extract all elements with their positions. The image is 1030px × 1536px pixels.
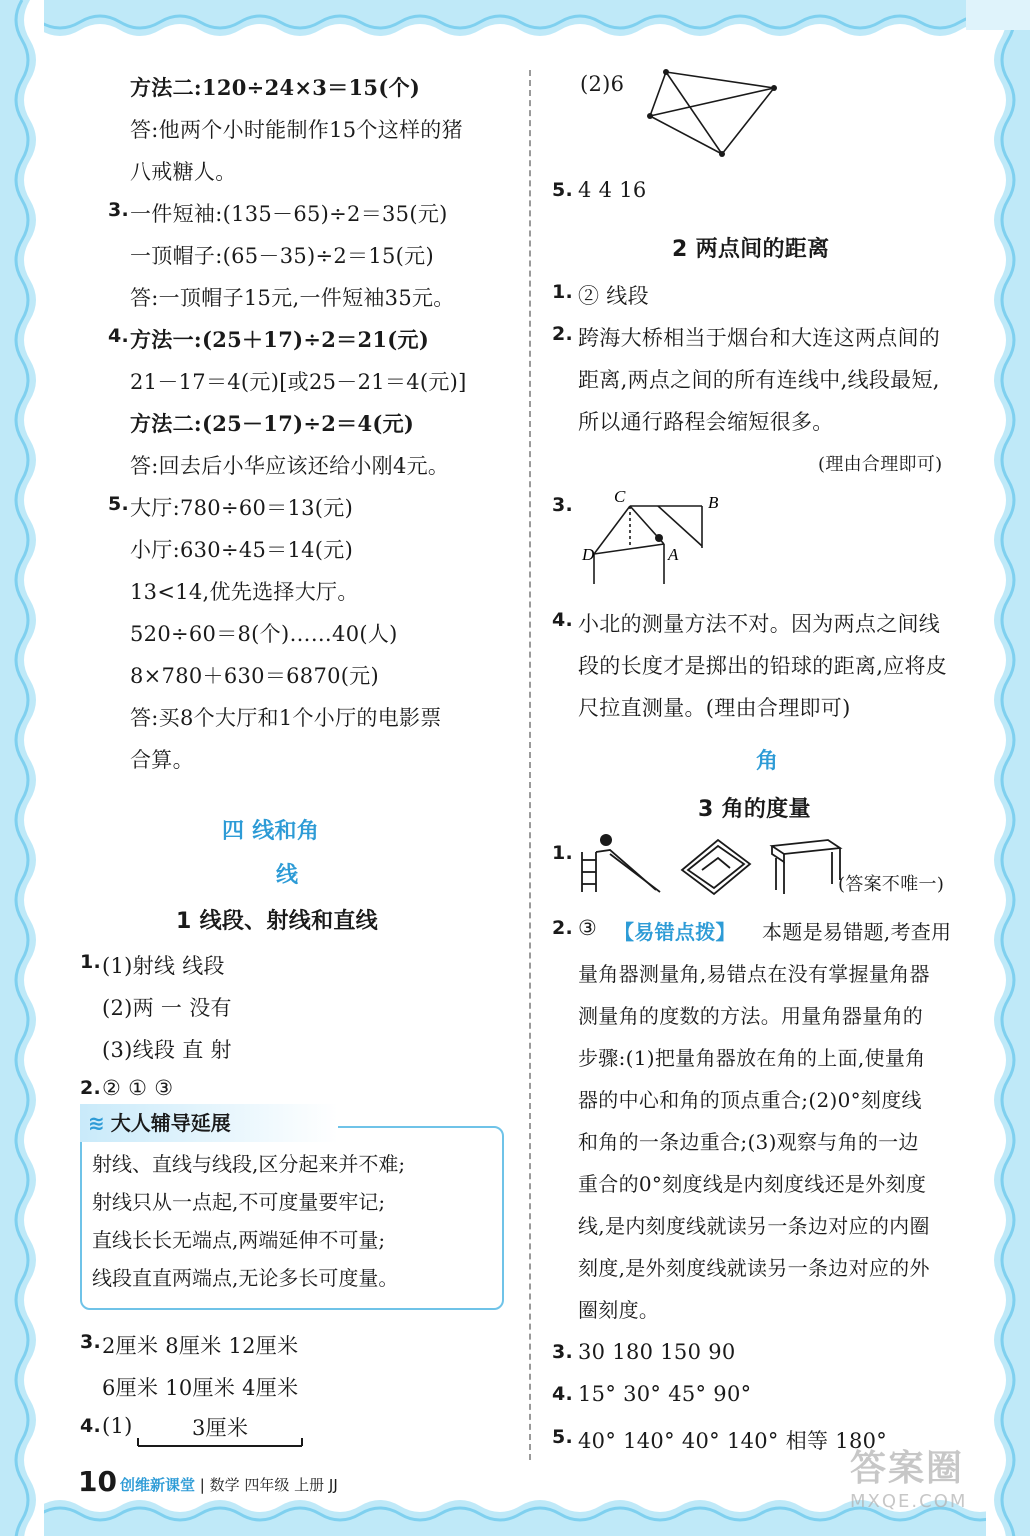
answer-line: ③ — [578, 916, 598, 940]
tip-title — [80, 1104, 338, 1142]
note-text: (答案不唯一) — [838, 874, 945, 895]
explain-line: 步骤:(1)把量角器放在角的上面,使量角 — [578, 1046, 926, 1070]
question-number: 1. — [552, 281, 574, 303]
answer-line: 8×780＋630＝6870(元) — [130, 664, 380, 688]
label-a: A — [668, 545, 679, 564]
page-number: 10 — [78, 1465, 117, 1498]
explain-line: 线,是内刻度线就读另一条边对应的内圈 — [578, 1214, 930, 1238]
answer-line: 2厘米 8厘米 12厘米 — [102, 1334, 299, 1358]
watermark-logo — [850, 1440, 1000, 1510]
section-title: 2 两点间的距离 — [672, 237, 830, 262]
answer-line: (3)线段 直 射 — [102, 1038, 232, 1062]
answer-line: 520÷60＝8(个)……40(人) — [130, 622, 398, 646]
right-wave-border — [986, 0, 1030, 1536]
explain-line: 刻度,是外刻度线就读另一条边对应的外 — [578, 1256, 930, 1280]
question-number: 3. — [80, 1331, 102, 1353]
note-text: (理由合理即可) — [818, 454, 943, 475]
tip-line: 射线、直线与线段,区分起来并不难; — [92, 1152, 406, 1176]
question-number: 3. — [552, 1341, 574, 1363]
answer-line: 一顶帽子:(65－35)÷2＝15(元) — [130, 244, 434, 268]
question-number: 4. — [108, 325, 130, 347]
tip-line: 线段直直两端点,无论多长可度量。 — [92, 1266, 399, 1290]
explain-line: 和角的一条边重合;(3)观察与角的一边 — [578, 1130, 919, 1154]
question-number: 2. — [80, 1077, 102, 1099]
answer-line: 4 4 16 — [578, 178, 647, 202]
answer-line: 答:他两个小时能制作15个这样的猪 — [130, 118, 463, 142]
question-number: 5. — [552, 179, 574, 201]
question-number: 2. — [552, 323, 574, 345]
answer-line: 八戒糖人。 — [130, 160, 237, 184]
left-wave-border — [0, 0, 44, 1536]
answer-line: 小厅:630÷45＝14(元) — [130, 538, 354, 562]
question-number: 3. — [552, 494, 574, 516]
answer-line: (1)射线 线段 — [102, 954, 225, 978]
protractor-set-picture — [678, 836, 754, 896]
answer-line: (2)6 — [580, 72, 625, 96]
answer-line: 方法一:(25＋17)÷2＝21(元) — [130, 327, 430, 352]
question-number: 2. — [552, 917, 574, 939]
tip-tag: 【易错点拨】 — [614, 920, 736, 944]
explain-line: 器的中心和角的顶点重合;(2)0°刻度线 — [578, 1088, 922, 1112]
watermark-url: MXQE.COM — [850, 1491, 968, 1512]
explain-line: 圈刻度。 — [578, 1298, 660, 1322]
question-number: 5. — [552, 1426, 574, 1448]
column-divider — [529, 70, 531, 1460]
tip-line: 直线长长无端点,两端延伸不可量; — [92, 1228, 386, 1252]
explain-line: 量角器测量角,易错点在没有掌握量角器 — [578, 962, 930, 986]
answer-line: 21－17＝4(元)[或25－21＝4(元)] — [130, 370, 467, 394]
answer-line: 大厅:780÷60＝13(元) — [130, 496, 354, 520]
question-number: 4. — [80, 1415, 102, 1437]
question-number: 1. — [552, 842, 574, 864]
answer-line: (2)两 一 没有 — [102, 996, 232, 1020]
explain-line: 重合的0°刻度线是内刻度线还是外刻度 — [578, 1172, 927, 1196]
answer-line: 方法二:120÷24×3＝15(个) — [130, 75, 421, 100]
answer-line: 一件短袖:(135－65)÷2＝35(元) — [130, 202, 448, 226]
bridge-figure — [582, 487, 772, 588]
watermark-main: 答案圈 — [850, 1448, 965, 1489]
footer-meta: | 数学 四年级 上册 JJ — [199, 1476, 338, 1494]
answer-line: 段的长度才是掷出的铅球的距离,应将皮 — [578, 654, 948, 678]
answer-line: 30 180 150 90 — [578, 1340, 736, 1364]
corner-tab — [966, 0, 1030, 30]
label-b: B — [708, 493, 719, 512]
question-number: 4. — [552, 1383, 574, 1405]
answer-line: 答:一顶帽子15元,一件短袖35元。 — [130, 286, 455, 310]
answer-line: ② 线段 — [578, 284, 649, 308]
answer-line: 答:买8个大厅和1个小厅的电影票 — [130, 706, 442, 730]
answer-line: 13<14,优先选择大厅。 — [130, 580, 359, 604]
tip-title-text: 大人辅导延展 — [110, 1111, 231, 1135]
question-number: 1. — [80, 951, 102, 973]
explain-line: 测量角的度数的方法。用量角器量角的 — [578, 1004, 924, 1028]
answer-line: 合算。 — [130, 748, 194, 772]
subunit-title: 线 — [276, 863, 299, 888]
answer-line: 15° 30° 45° 90° — [578, 1382, 752, 1406]
answer-line: 答:回去后小华应该还给小刚4元。 — [130, 454, 450, 478]
label-d: D — [582, 545, 595, 564]
segment-figure — [136, 1434, 306, 1450]
brand-name: 创维新课堂 — [120, 1476, 196, 1494]
wave-icon: ≋ — [88, 1111, 105, 1135]
section-title: 3 角的度量 — [698, 797, 811, 822]
answer-line: 方法二:(25－17)÷2＝4(元) — [130, 411, 415, 436]
label-c: C — [614, 487, 626, 506]
question-number: 4. — [552, 609, 574, 631]
answer-line: 6厘米 10厘米 4厘米 — [102, 1376, 299, 1400]
answer-line: ② ① ③ — [102, 1076, 174, 1100]
explain-line: 本题是易错题,考查用 — [762, 920, 952, 944]
answer-line: 跨海大桥相当于烟台和大连这两点间的 — [578, 326, 941, 350]
unit-title: 四 线和角 — [222, 819, 320, 844]
tip-line: 射线只从一点起,不可度量要牢记; — [92, 1190, 386, 1214]
answer-line: (1) — [102, 1414, 133, 1438]
desk-picture — [768, 836, 844, 896]
person-marker — [655, 534, 663, 542]
top-wave-border — [0, 0, 1030, 44]
section-title: 1 线段、射线和直线 — [176, 909, 378, 934]
answer-line: 40° 140° 40° 140° 相等 180° — [578, 1429, 888, 1453]
subunit-title: 角 — [756, 749, 779, 774]
answer-line: 距离,两点之间的所有连线中,线段最短, — [578, 368, 940, 392]
question-number: 5. — [108, 493, 130, 515]
question-number: 3. — [108, 199, 130, 221]
segment-length-label: 3厘米 — [192, 1416, 249, 1440]
quadrilateral-figure — [642, 62, 782, 162]
slide-picture — [576, 832, 666, 896]
answer-line: 所以通行路程会缩短很多。 — [578, 410, 834, 434]
footer-info — [120, 1474, 338, 1495]
answer-line: 尺拉直测量。(理由合理即可) — [578, 696, 851, 720]
answer-line: 小北的测量方法不对。因为两点之间线 — [578, 612, 941, 636]
